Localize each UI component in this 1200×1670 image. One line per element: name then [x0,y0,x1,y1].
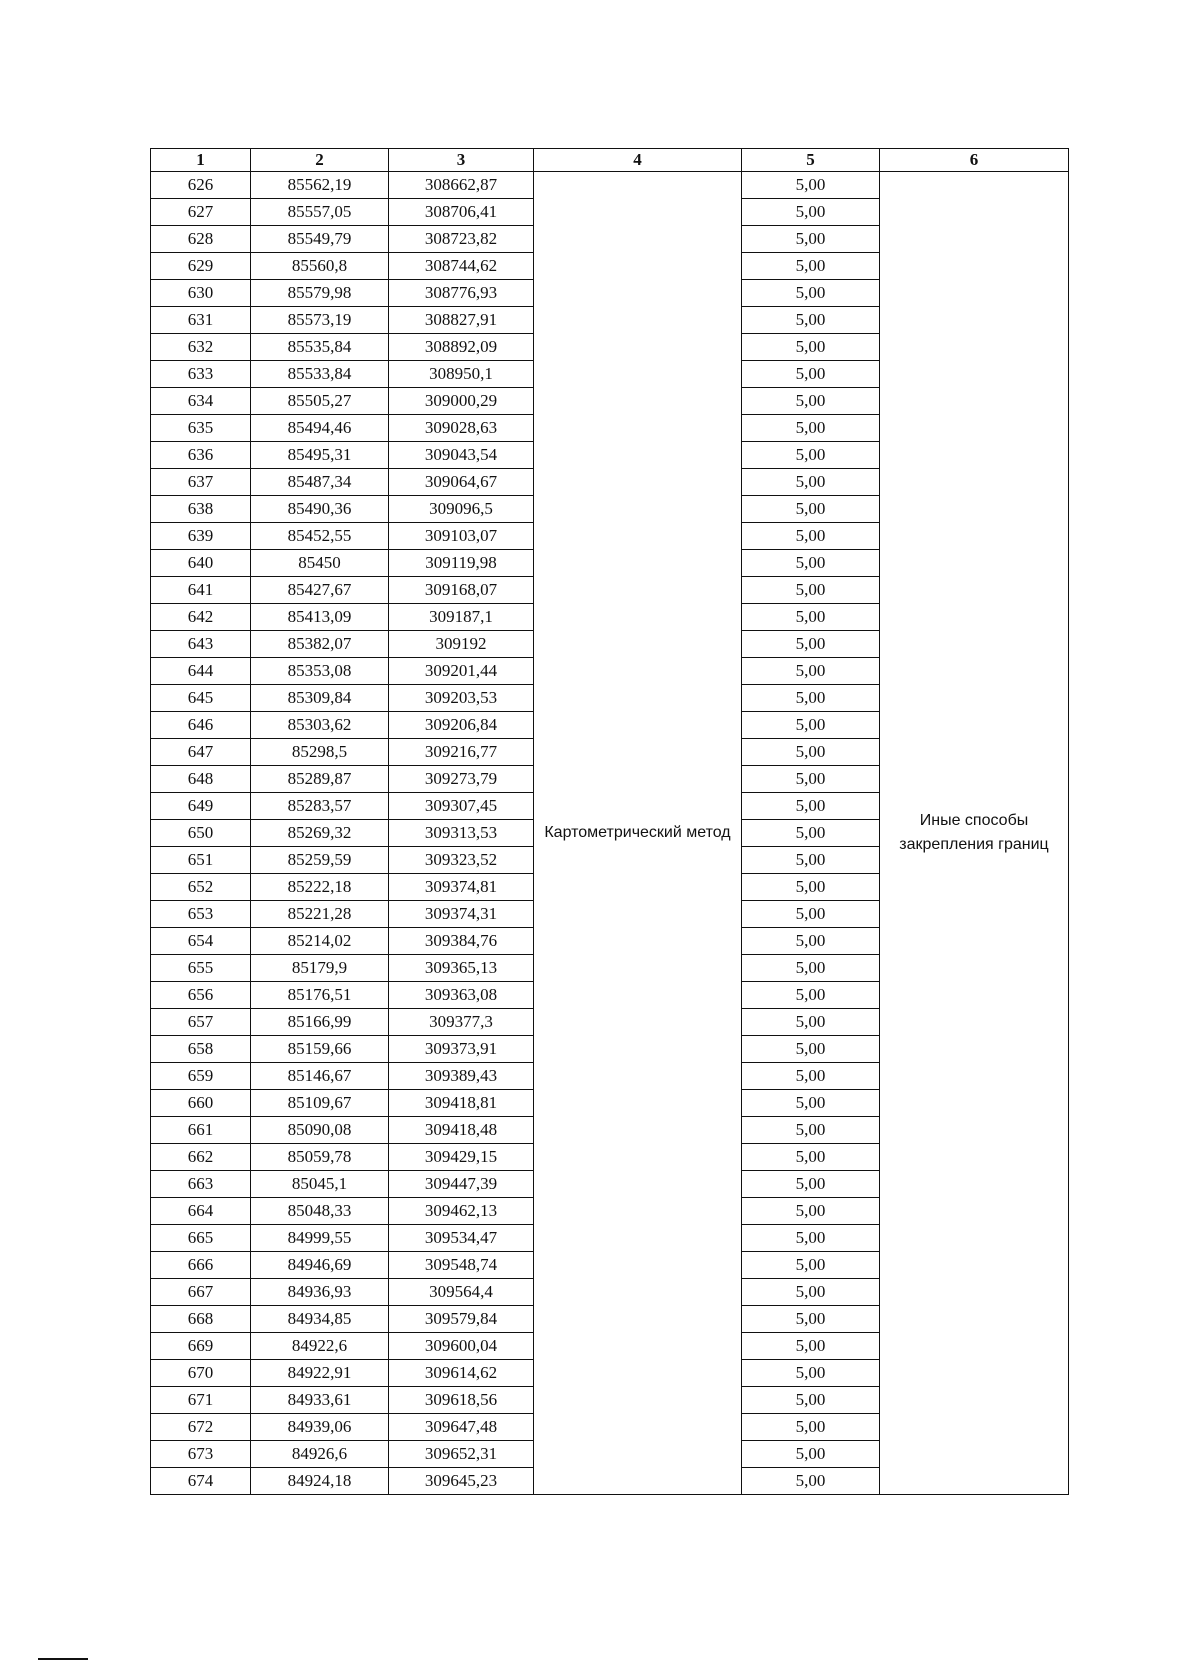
y-coordinate-cell: 309534,47 [389,1225,534,1252]
accuracy-cell: 5,00 [742,172,880,199]
point-number-cell: 626 [151,172,251,199]
accuracy-cell: 5,00 [742,1090,880,1117]
accuracy-cell: 5,00 [742,577,880,604]
accuracy-cell: 5,00 [742,307,880,334]
x-coordinate-cell: 84999,55 [251,1225,389,1252]
x-coordinate-cell: 85109,67 [251,1090,389,1117]
y-coordinate-cell: 308706,41 [389,199,534,226]
point-number-cell: 638 [151,496,251,523]
point-number-cell: 670 [151,1360,251,1387]
x-coordinate-cell: 85303,62 [251,712,389,739]
header-row [151,149,1069,172]
y-coordinate-cell: 309119,98 [389,550,534,577]
y-coordinate-cell: 309192 [389,631,534,658]
x-coordinate-cell: 85487,34 [251,469,389,496]
point-number-cell: 628 [151,226,251,253]
y-coordinate-cell: 309206,84 [389,712,534,739]
y-coordinate-cell: 309307,45 [389,793,534,820]
y-coordinate-cell: 309365,13 [389,955,534,982]
y-coordinate-cell: 309273,79 [389,766,534,793]
x-coordinate-cell: 85573,19 [251,307,389,334]
y-coordinate-cell: 309614,62 [389,1360,534,1387]
x-coordinate-cell: 85579,98 [251,280,389,307]
accuracy-cell: 5,00 [742,388,880,415]
x-coordinate-cell: 85059,78 [251,1144,389,1171]
point-number-cell: 629 [151,253,251,280]
accuracy-cell: 5,00 [742,334,880,361]
accuracy-cell: 5,00 [742,1279,880,1306]
point-number-cell: 662 [151,1144,251,1171]
column-header-6: 6 [880,149,1069,172]
point-number-cell: 649 [151,793,251,820]
point-number-cell: 657 [151,1009,251,1036]
y-coordinate-cell: 308827,91 [389,307,534,334]
accuracy-cell: 5,00 [742,1117,880,1144]
x-coordinate-cell: 85221,28 [251,901,389,928]
point-number-cell: 671 [151,1387,251,1414]
accuracy-cell: 5,00 [742,442,880,469]
point-number-cell: 653 [151,901,251,928]
y-coordinate-cell: 309462,13 [389,1198,534,1225]
x-coordinate-cell: 84936,93 [251,1279,389,1306]
accuracy-cell: 5,00 [742,1171,880,1198]
x-coordinate-cell: 85146,67 [251,1063,389,1090]
point-number-cell: 666 [151,1252,251,1279]
x-coordinate-cell: 85494,46 [251,415,389,442]
x-coordinate-cell: 85176,51 [251,982,389,1009]
point-number-cell: 631 [151,307,251,334]
x-coordinate-cell: 85222,18 [251,874,389,901]
x-coordinate-cell: 85166,99 [251,1009,389,1036]
y-coordinate-cell: 309096,5 [389,496,534,523]
x-coordinate-cell: 85535,84 [251,334,389,361]
point-number-cell: 659 [151,1063,251,1090]
point-number-cell: 630 [151,280,251,307]
y-coordinate-cell: 309187,1 [389,604,534,631]
x-coordinate-cell: 85090,08 [251,1117,389,1144]
y-coordinate-cell: 308744,62 [389,253,534,280]
point-number-cell: 667 [151,1279,251,1306]
x-coordinate-cell: 85560,8 [251,253,389,280]
y-coordinate-cell: 309579,84 [389,1306,534,1333]
point-number-cell: 660 [151,1090,251,1117]
accuracy-cell: 5,00 [742,280,880,307]
accuracy-cell: 5,00 [742,1063,880,1090]
point-number-cell: 665 [151,1225,251,1252]
point-number-cell: 640 [151,550,251,577]
accuracy-cell: 5,00 [742,793,880,820]
point-number-cell: 642 [151,604,251,631]
table-header [151,149,1069,172]
accuracy-cell: 5,00 [742,199,880,226]
point-number-cell: 652 [151,874,251,901]
accuracy-cell: 5,00 [742,361,880,388]
y-coordinate-cell: 308950,1 [389,361,534,388]
x-coordinate-cell: 85159,66 [251,1036,389,1063]
x-coordinate-cell: 85045,1 [251,1171,389,1198]
accuracy-cell: 5,00 [742,1036,880,1063]
x-coordinate-cell: 84933,61 [251,1387,389,1414]
point-number-cell: 651 [151,847,251,874]
x-coordinate-cell: 85309,84 [251,685,389,712]
method-cell: Картометрический метод [534,172,742,1495]
y-coordinate-cell: 309377,3 [389,1009,534,1036]
y-coordinate-cell: 309043,54 [389,442,534,469]
x-coordinate-cell: 85269,32 [251,820,389,847]
point-number-cell: 673 [151,1441,251,1468]
y-coordinate-cell: 309000,29 [389,388,534,415]
accuracy-cell: 5,00 [742,658,880,685]
y-coordinate-cell: 309028,63 [389,415,534,442]
x-coordinate-cell: 85452,55 [251,523,389,550]
point-number-cell: 658 [151,1036,251,1063]
accuracy-cell: 5,00 [742,1252,880,1279]
accuracy-cell: 5,00 [742,415,880,442]
x-coordinate-cell: 85413,09 [251,604,389,631]
accuracy-cell: 5,00 [742,1387,880,1414]
point-number-cell: 635 [151,415,251,442]
x-coordinate-cell: 85289,87 [251,766,389,793]
x-coordinate-cell: 85505,27 [251,388,389,415]
y-coordinate-cell: 309548,74 [389,1252,534,1279]
accuracy-cell: 5,00 [742,901,880,928]
x-coordinate-cell: 85283,57 [251,793,389,820]
x-coordinate-cell: 84922,91 [251,1360,389,1387]
accuracy-cell: 5,00 [742,253,880,280]
point-number-cell: 664 [151,1198,251,1225]
point-number-cell: 633 [151,361,251,388]
x-coordinate-cell: 84926,6 [251,1441,389,1468]
x-coordinate-cell: 84939,06 [251,1414,389,1441]
column-header-2: 2 [251,149,389,172]
y-coordinate-cell: 309384,76 [389,928,534,955]
accuracy-cell: 5,00 [742,1360,880,1387]
y-coordinate-cell: 309203,53 [389,685,534,712]
x-coordinate-cell: 85562,19 [251,172,389,199]
y-coordinate-cell: 309652,31 [389,1441,534,1468]
accuracy-cell: 5,00 [742,1198,880,1225]
accuracy-cell: 5,00 [742,982,880,1009]
accuracy-cell: 5,00 [742,766,880,793]
y-coordinate-cell: 309564,4 [389,1279,534,1306]
y-coordinate-cell: 309216,77 [389,739,534,766]
accuracy-cell: 5,00 [742,1009,880,1036]
point-number-cell: 639 [151,523,251,550]
accuracy-cell: 5,00 [742,874,880,901]
y-coordinate-cell: 308662,87 [389,172,534,199]
point-number-cell: 632 [151,334,251,361]
accuracy-cell: 5,00 [742,1306,880,1333]
x-coordinate-cell: 85450 [251,550,389,577]
accuracy-cell: 5,00 [742,1414,880,1441]
y-coordinate-cell: 309645,23 [389,1468,534,1495]
y-coordinate-cell: 309323,52 [389,847,534,874]
y-coordinate-cell: 308723,82 [389,226,534,253]
table-body [151,172,1069,1495]
y-coordinate-cell: 309373,91 [389,1036,534,1063]
accuracy-cell: 5,00 [742,550,880,577]
accuracy-cell: 5,00 [742,928,880,955]
y-coordinate-cell: 309618,56 [389,1387,534,1414]
point-number-cell: 668 [151,1306,251,1333]
column-header-4: 4 [534,149,742,172]
x-coordinate-cell: 85533,84 [251,361,389,388]
accuracy-cell: 5,00 [742,847,880,874]
accuracy-cell: 5,00 [742,1468,880,1495]
accuracy-cell: 5,00 [742,820,880,847]
y-coordinate-cell: 309418,81 [389,1090,534,1117]
x-coordinate-cell: 84924,18 [251,1468,389,1495]
point-number-cell: 643 [151,631,251,658]
fixation-method-cell: Иные способы закрепления границ [880,172,1069,1495]
x-coordinate-cell: 84946,69 [251,1252,389,1279]
y-coordinate-cell: 309389,43 [389,1063,534,1090]
point-number-cell: 674 [151,1468,251,1495]
y-coordinate-cell: 309600,04 [389,1333,534,1360]
accuracy-cell: 5,00 [742,604,880,631]
point-number-cell: 669 [151,1333,251,1360]
x-coordinate-cell: 85214,02 [251,928,389,955]
x-coordinate-cell: 84922,6 [251,1333,389,1360]
boundary-coordinates-table [150,148,1069,1495]
x-coordinate-cell: 85495,31 [251,442,389,469]
y-coordinate-cell: 309418,48 [389,1117,534,1144]
y-coordinate-cell: 309313,53 [389,820,534,847]
accuracy-cell: 5,00 [742,712,880,739]
x-coordinate-cell: 84934,85 [251,1306,389,1333]
point-number-cell: 650 [151,820,251,847]
accuracy-cell: 5,00 [742,523,880,550]
point-number-cell: 654 [151,928,251,955]
point-number-cell: 634 [151,388,251,415]
point-number-cell: 641 [151,577,251,604]
y-coordinate-cell: 308892,09 [389,334,534,361]
accuracy-cell: 5,00 [742,1225,880,1252]
y-coordinate-cell: 308776,93 [389,280,534,307]
x-coordinate-cell: 85557,05 [251,199,389,226]
point-number-cell: 636 [151,442,251,469]
y-coordinate-cell: 309647,48 [389,1414,534,1441]
x-coordinate-cell: 85048,33 [251,1198,389,1225]
x-coordinate-cell: 85298,5 [251,739,389,766]
column-header-5: 5 [742,149,880,172]
accuracy-cell: 5,00 [742,739,880,766]
point-number-cell: 644 [151,658,251,685]
point-number-cell: 648 [151,766,251,793]
footnote-separator [38,1658,88,1660]
accuracy-cell: 5,00 [742,496,880,523]
point-number-cell: 672 [151,1414,251,1441]
point-number-cell: 656 [151,982,251,1009]
x-coordinate-cell: 85179,9 [251,955,389,982]
y-coordinate-cell: 309429,15 [389,1144,534,1171]
x-coordinate-cell: 85427,67 [251,577,389,604]
x-coordinate-cell: 85549,79 [251,226,389,253]
x-coordinate-cell: 85353,08 [251,658,389,685]
x-coordinate-cell: 85259,59 [251,847,389,874]
accuracy-cell: 5,00 [742,226,880,253]
accuracy-cell: 5,00 [742,1144,880,1171]
x-coordinate-cell: 85382,07 [251,631,389,658]
point-number-cell: 647 [151,739,251,766]
column-header-3: 3 [389,149,534,172]
y-coordinate-cell: 309447,39 [389,1171,534,1198]
y-coordinate-cell: 309201,44 [389,658,534,685]
accuracy-cell: 5,00 [742,631,880,658]
y-coordinate-cell: 309374,81 [389,874,534,901]
point-number-cell: 663 [151,1171,251,1198]
accuracy-cell: 5,00 [742,955,880,982]
y-coordinate-cell: 309168,07 [389,577,534,604]
point-number-cell: 655 [151,955,251,982]
point-number-cell: 661 [151,1117,251,1144]
accuracy-cell: 5,00 [742,1333,880,1360]
table-row [151,172,1069,199]
column-header-1: 1 [151,149,251,172]
y-coordinate-cell: 309374,31 [389,901,534,928]
x-coordinate-cell: 85490,36 [251,496,389,523]
accuracy-cell: 5,00 [742,469,880,496]
point-number-cell: 627 [151,199,251,226]
y-coordinate-cell: 309103,07 [389,523,534,550]
point-number-cell: 646 [151,712,251,739]
point-number-cell: 637 [151,469,251,496]
y-coordinate-cell: 309363,08 [389,982,534,1009]
point-number-cell: 645 [151,685,251,712]
accuracy-cell: 5,00 [742,685,880,712]
accuracy-cell: 5,00 [742,1441,880,1468]
y-coordinate-cell: 309064,67 [389,469,534,496]
